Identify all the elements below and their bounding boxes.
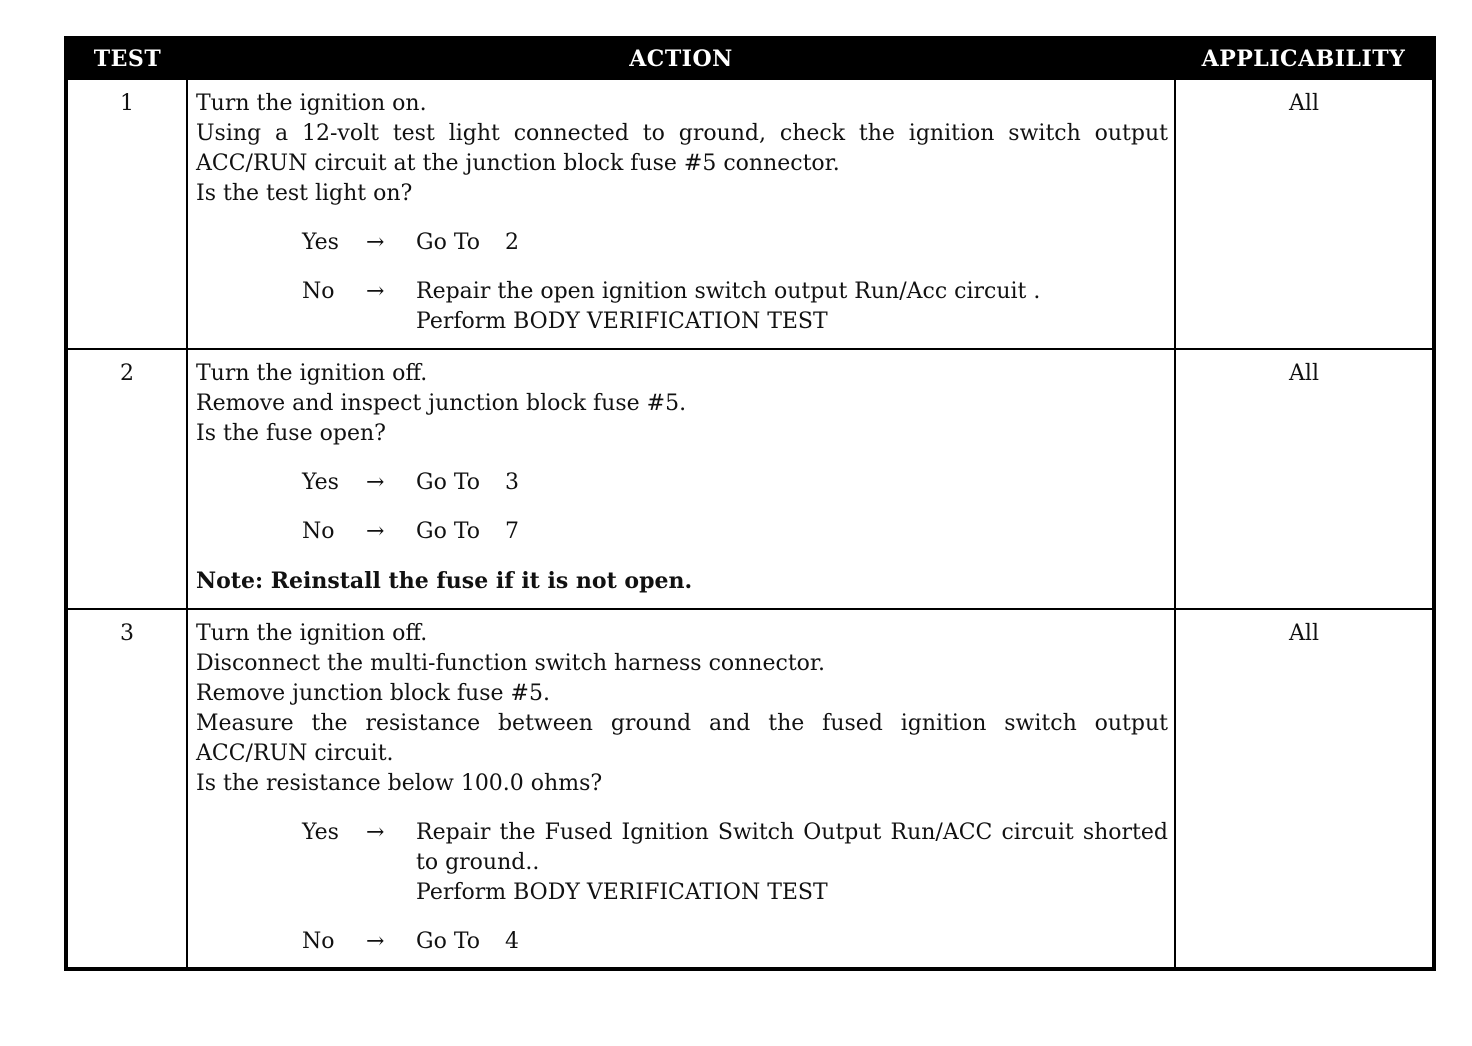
arrow-icon: → — [366, 929, 385, 954]
no-branch — [302, 517, 1168, 547]
goto-step: 4 — [505, 929, 520, 954]
test-number: 3 — [66, 609, 187, 969]
arrow-icon: → — [366, 519, 385, 544]
table-row — [66, 609, 1434, 969]
no-branch — [302, 277, 1168, 337]
goto-label: Go To — [416, 929, 481, 954]
action-line: Remove and inspect junction block fuse #5. — [196, 391, 687, 416]
goto-label: Go To — [416, 230, 481, 255]
header-action: ACTION — [187, 38, 1175, 79]
yes-branch — [302, 228, 1168, 258]
yes-result — [416, 818, 1168, 908]
goto-step: 2 — [505, 230, 520, 255]
action-line: Is the resistance below 100.0 ohms? — [196, 771, 603, 796]
arrow-icon: → — [366, 230, 385, 255]
goto-label: Go To — [416, 519, 481, 544]
no-branch — [302, 927, 1168, 957]
note-text: Note: Reinstall the fuse if it is not open. — [196, 568, 693, 594]
goto-step: 7 — [505, 519, 520, 544]
action-line: Using a 12-volt test light connected to ground, check the ignition switch output ACC/RUN circuit at the junction block fuse #5 connector. — [196, 121, 1168, 176]
diagnostic-test-table — [64, 36, 1436, 971]
action-line: Turn the ignition on. — [196, 91, 427, 116]
action-cell — [187, 349, 1175, 609]
action-cell — [187, 609, 1175, 969]
applicability-value: All — [1175, 609, 1434, 969]
no-label: No — [302, 929, 335, 954]
yes-branch — [302, 468, 1168, 498]
no-label: No — [302, 519, 335, 544]
result-line: Repair the Fused Ignition Switch Output Run/ACC circuit shorted to ground.. — [416, 820, 1168, 875]
yes-label: Yes — [302, 230, 339, 255]
applicability-value: All — [1175, 349, 1434, 609]
arrow-icon: → — [366, 279, 385, 304]
no-result — [416, 927, 1168, 957]
no-label: No — [302, 279, 335, 304]
header-applicability: APPLICABILITY — [1175, 38, 1434, 79]
action-line: Turn the ignition off. — [196, 621, 428, 646]
action-line: Is the fuse open? — [196, 421, 386, 446]
no-result — [416, 277, 1168, 337]
yes-label: Yes — [302, 470, 339, 495]
no-result — [416, 517, 1168, 547]
arrow-icon: → — [366, 820, 385, 845]
result-line: Perform BODY VERIFICATION TEST — [416, 880, 828, 905]
action-line: Is the test light on? — [196, 181, 413, 206]
action-cell — [187, 79, 1175, 349]
arrow-icon: → — [366, 470, 385, 495]
action-line: Turn the ignition off. — [196, 361, 428, 386]
action-line: Remove junction block fuse #5. — [196, 681, 550, 706]
yes-branch — [302, 818, 1168, 908]
header-test: TEST — [66, 38, 187, 79]
table-header-row — [66, 38, 1434, 79]
table-row — [66, 79, 1434, 349]
yes-label: Yes — [302, 820, 339, 845]
goto-label: Go To — [416, 470, 481, 495]
result-line: Repair the open ignition switch output Run/Acc circuit . — [416, 279, 1041, 304]
action-line: Disconnect the multi-function switch harness connector. — [196, 651, 825, 676]
applicability-value: All — [1175, 79, 1434, 349]
test-number: 1 — [66, 79, 187, 349]
yes-result — [416, 228, 1168, 258]
table-row — [66, 349, 1434, 609]
action-line: Measure the resistance between ground and the fused ignition switch output ACC/RUN circuit. — [196, 711, 1168, 766]
yes-result — [416, 468, 1168, 498]
goto-step: 3 — [505, 470, 520, 495]
test-number: 2 — [66, 349, 187, 609]
result-line: Perform BODY VERIFICATION TEST — [416, 309, 828, 334]
